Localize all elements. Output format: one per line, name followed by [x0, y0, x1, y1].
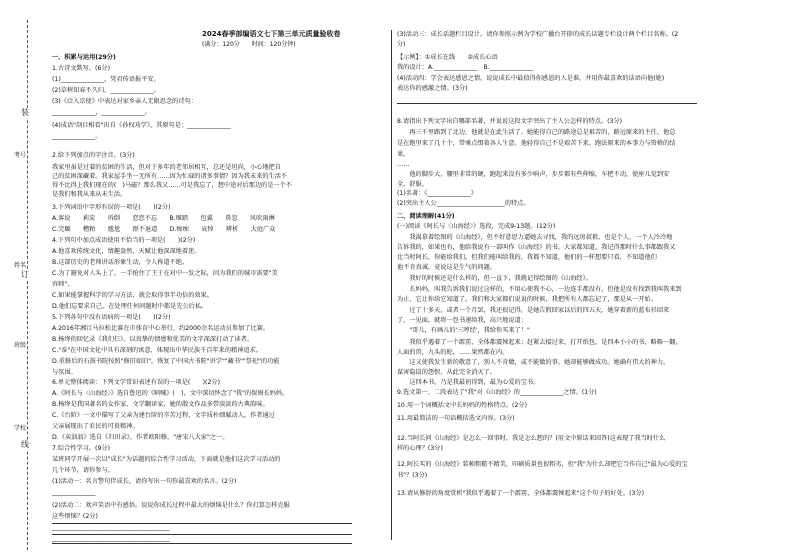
right-line: 10.用一个词概括文中长妈妈的性格特点。(2分): [397, 402, 527, 409]
left-line: 我家里虽是过着的贫困的生活，但对于多年的老邻居相互，总还是坦尚，小心地把自: [52, 164, 281, 171]
right-line: 这又使我发生新的敬意了，别人不肯做，或不能做的事，她却能够做成功。她确有伟大的神力。: [397, 359, 670, 366]
right-line: 比当时阿长，你能给我们。但我们能叫给我的，我都不知道，他们的一样想要只看，不知道他们: [397, 254, 657, 261]
right-line: 我渴慕着绘图的《山海经》，但不好意思力逼她去寻找，我的远房叔祖，也是个人，一个人冷冷地: [397, 234, 673, 241]
binding-word: 装: [21, 108, 29, 117]
left-line: 一、积累与运用(29分): [52, 54, 116, 61]
left-line: (2)活动二：欢声笑语中有感悟。说说你成长过程中最大的烦恼是什么？你打算怎样克服: [52, 502, 290, 509]
right-line: 9.选文第一、二段表达了"我"对《山海经》的______________之情。(1分): [397, 389, 597, 396]
right-line: 是在跑里来了几十个，带乘点缀着各人生意。他轻得自己不是艰苦下来。跑法原来的本事力与资格的结: [397, 140, 676, 147]
answer-line[interactable]: [397, 103, 697, 104]
left-line: C.如果能掌握科学的学习方法，就会取得事半功倍的效果。: [52, 292, 213, 299]
left-line: 5.下列各句中没有语病的一项是( )(2分): [52, 314, 171, 321]
left-line: 1.古诗文默写。(6分): [52, 65, 110, 72]
left-line: 2.给下列加点的字注音。(3分): [52, 152, 135, 159]
right-line: 他不肯真诚，竟说这是生气的问题。: [397, 264, 496, 271]
left-line: ______________________________________: [52, 524, 170, 531]
right-line: 样的心理？(3分): [397, 445, 443, 452]
left-line: (2)草树知春不久归，______________。: [52, 87, 160, 94]
left-line: 某班同学开展一次以"成长"为话题的综合性学习活动，下面就是他们这次学习活动的: [52, 456, 281, 463]
left-line: 3.下列词语中字形有误的一项是( )(2分): [52, 204, 171, 211]
left-line: 与氛围。: [52, 369, 77, 376]
column-divider: [391, 30, 392, 540]
left-line: 2024春季部编语文七下第三单元质量验收卷: [202, 30, 341, 38]
right-line: 谋害隐鼠的怨恨，从此完全消灭了。: [397, 369, 496, 376]
left-line: 己的贫困深藏着。我家屋手坐一无所有……因为忙碌的诸多事情？因为我未来的生活不: [52, 173, 288, 180]
right-line: 了，一见面，就将一包书递给我，高兴地说道：: [397, 317, 527, 324]
right-line: 表达你的感激之情。(3分): [397, 85, 468, 92]
right-line: 11.用最简洁的一句话概括选文内容。(3分): [397, 415, 515, 422]
right-line: (4)活动四：学会表达感恩之情。说说成长中最值得你感恩的人是谁，并用你最喜欢的话语向他(她): [397, 75, 665, 82]
binding-field-class: 班级: [14, 342, 27, 349]
left-line: ______________________________________: [52, 535, 170, 542]
left-line: (4)成语"刮目相看"出自《孙权劝学》，其原句是：______________: [52, 122, 231, 129]
left-line: C.为了避免对人头上了，一手抢住了王于在对中一发之际，因为我们的城市需要"美: [52, 270, 278, 277]
right-line: 全，舒服。: [397, 181, 428, 188]
left-line: (1)活动一：名言警句伴成长，请你写出一句你最喜欢的名言。(2分): [52, 478, 237, 485]
right-line: 为止，它让你给它知道了，我们和大家都们说说的时候，我把所有人都忘记了，那是从一开始。: [397, 296, 657, 303]
left-line: D.《卖油翁》选自《归田录》，作者欧阳修，"唐宋八大家"之一。: [52, 434, 229, 441]
left-line: ______________，______________。: [52, 109, 151, 116]
left-line: C.完颐 糟粕 尴尬 群不退道 D.痴痴 哀悼 辨析 大庭广众: [52, 226, 276, 233]
right-line: (一)阅读《阿长与〈山海经〉》选段，完成9-13题。(12分): [397, 223, 556, 230]
left-line: (3)《泛入京使》中表达对家乡亲人无限思念的诗句：: [52, 98, 197, 105]
right-line: (2)突出主人公______________________的特点。: [397, 200, 530, 207]
left-line: 4.下列句中加点成语使用不恰当的一项是( )(2分): [52, 237, 196, 244]
left-line: 是我们和我从来从未生活。: [52, 191, 127, 198]
left-line: B.杨绛是我国著名的女作家、文学翻译家，她的散文作品多带淡淡的古典韵味。: [52, 401, 269, 408]
left-line: 这些烦恼？(2分): [52, 513, 98, 520]
right-line: 分): [397, 41, 406, 48]
right-line: 8.请指出下列文字出自哪部名著，并说说这段文字突出了主人公怎样的特点。(3分): [397, 118, 623, 125]
right-line: ____________________________________________________________: [397, 97, 583, 104]
left-line: C.《台阶》一文中描写了父亲为建台阶的辛苦过程，文字质朴细腻动人，作者通过: [52, 412, 275, 419]
left-line: A.他喜欢传统文化，情趣盎然，天赋让他深深地着迷。: [52, 248, 201, 255]
right-line: 他的脚步大，腰里非常的硬，跑起来没有多少响声，步步都有些伸缩，车把不动，使座儿觉到安: [397, 171, 670, 178]
left-line: D.重修后的石鼓书院按照"修旧如旧"，恢复了中国古书院"讲学""藏书""祭祀"的功能: [52, 358, 280, 365]
left-line: ______________: [52, 489, 96, 496]
left-line: D.他们忘要求自己，在处理任何问题时中都是先公后私。: [52, 303, 208, 310]
left-line: ______________。: [52, 133, 102, 140]
left-line: 7.综合性学习。(9分): [52, 445, 110, 452]
left-line: A.2016年湘江马拉松比赛在市体育中心举行，约2000余名运动员参加了比赛。: [52, 325, 270, 332]
left-line: 几个环节，请你参与。: [52, 467, 114, 474]
left-line: B.这部历史的老师讲话形象生动，令人称道不绝。: [52, 259, 189, 266]
left-line: C."泰"在中国文化中具有深刻的寓意，体现出中华民族千百年来的精神追求。: [52, 347, 262, 354]
right-line: 书"？(3分): [397, 472, 428, 479]
answer-line[interactable]: [52, 543, 352, 544]
right-line: 我的设计：A.______________ B.______________: [397, 64, 534, 71]
binding-margin: [0, 0, 50, 560]
right-line: ……: [397, 161, 410, 168]
left-line: (满分：120分 时间：120分钟): [202, 41, 296, 48]
right-line: 【示例】：①成长在线 ②成长心语: [397, 54, 498, 61]
right-line: 我好的时候还是什么样的，但一直下，我就记得绘图的《山海经》。: [397, 275, 592, 282]
left-line: (1)______________，凭君传语报平安。: [52, 76, 160, 83]
right-line: (1)名著：《______________》: [397, 190, 477, 197]
right-line: 再三千里路到了北边，他就是在此生活了。她能得自己的路途总是艰苦的，路远原来的主任，他总: [397, 129, 676, 136]
right-line: 果。: [397, 151, 410, 158]
left-line: B.杨绛的回忆录《我们仨》，以真挚的情感和优美的文字深深打动了读者。: [52, 336, 254, 343]
answer-line[interactable]: [52, 523, 352, 524]
answer-line[interactable]: [52, 534, 352, 535]
right-line: 13.请从修辞的角度赏析"我似乎遇着了一个霹雳，全体都震悚起来"这个句子的好处。(3分): [397, 490, 645, 497]
binding-word: 订: [21, 270, 29, 279]
left-line: A.客说 莉炭 坼倒 恋恋不忘 B.堰踏 包翼 鼻忽 风吹雨淋: [52, 215, 275, 222]
binding-word: 线: [21, 440, 29, 449]
left-line: 得不比得上我们现在的( )马磁？那么我又……可是我忘了，想中途对后那边的是一个不: [52, 182, 292, 189]
right-line: "哥儿，有画儿的'三哼经'，我给你买来了！": [397, 327, 530, 334]
right-line: 12.阿长买的《山海经》装帧粗糙不精美，印刷质量也很粗劣，但"我"为什么却把它当作自己"最为心爱的宝: [397, 461, 688, 468]
binding-field-exam-no: 考号: [14, 152, 27, 159]
right-line: 二、阅读理解(41分): [397, 213, 455, 220]
left-line: A.《阿长与〈山海经〉》选自鲁迅的《呐喊》( )，文中深切怀念了"我"的保姆长妈妈。: [52, 390, 289, 397]
right-line: 告诉我的，如果也有，他给我说有一部叫作《山海经》的书，大家都知道，我记得那时什么事都跟我又: [397, 244, 676, 251]
right-line: 长妈妈，叫我告诉我们说过这样的，不用心使我不心，一边连手都没有，但他是没有找到我叫我来到: [397, 286, 682, 293]
right-line: 12.当阿长问《山海经》是怎么一回事时，我是怎么想的？(用文中原话来回答)这表现了我当时什么: [397, 435, 666, 442]
left-line: 6.单元整体阅读：下列文学常识表述有误的一项是( )(2分): [52, 379, 220, 386]
right-line: 这四本书，乃是我最初得到，最为心爱的宝书。: [397, 379, 540, 386]
left-line: 父亲展现出了农民的可贵精神。: [52, 423, 139, 430]
binding-dashed-line: [27, 20, 28, 550]
right-line: (3)活动三：成长话题栏目设计。请你参照示例为学校广播台开辟的成长话题专栏设计两个栏目名称。(2: [397, 31, 679, 38]
left-line: 容师"。: [52, 281, 74, 288]
right-line: 过了十多天，或者一个月罢，我还很记得，是她告假回家以后的四五天，她穿着新的蓝布衫回来: [397, 307, 670, 314]
right-line: 人面的兽，九头的蛇，……果然都在内。: [397, 349, 509, 356]
right-line: 我似乎遇着了一个霹雳，全体都震悚起来；赶紧去接过来，打开纸包，是四本小小的书，略略一翻，: [397, 339, 682, 346]
binding-field-school: 学校: [14, 425, 27, 432]
binding-field-name: 姓名: [14, 262, 27, 269]
